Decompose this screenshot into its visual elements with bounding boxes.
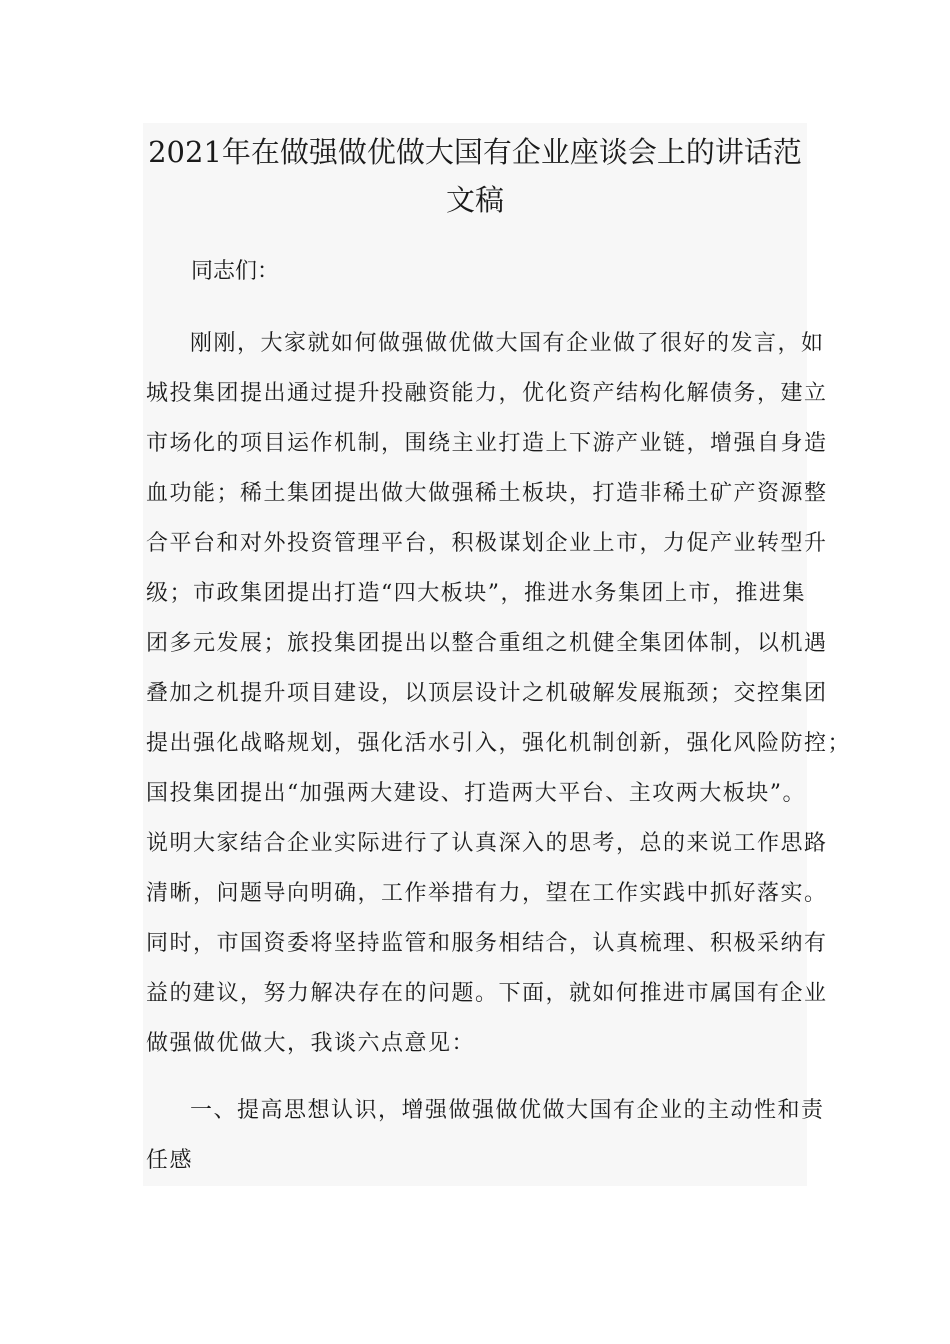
paragraph-line: 说明大家结合企业实际进行了认真深入的思考，总的来说工作思路	[146, 831, 828, 856]
title-line-1: 2021年在做强做优做大国有企业座谈会上的讲话范	[148, 135, 802, 169]
body-paragraph	[146, 324, 852, 1074]
paragraph-line: 提出强化战略规划，强化活水引入，强化机制创新，强化风险防控；	[146, 731, 852, 756]
paragraph-line: 合平台和对外投资管理平台，积极谋划企业上市，力促产业转型升	[146, 531, 828, 556]
paragraph-line: 做强做优做大，我谈六点意见：	[146, 1031, 476, 1056]
title-line-2: 文稿	[445, 183, 504, 217]
paragraph-line: 市场化的项目运作机制，围绕主业打造上下游产业链，增强自身造	[146, 431, 828, 456]
paragraph-line: 团多元发展；旅投集团提出以整合重组之机健全集团体制，以机遇	[146, 631, 828, 656]
paragraph-line: 清晰，问题导向明确，工作举措有力，望在工作实践中抓好落实。	[146, 881, 828, 906]
section-heading	[146, 1091, 825, 1191]
paragraph-line: 血功能；稀土集团提出做大做强稀土板块，打造非稀土矿产资源整	[146, 481, 828, 506]
paragraph-line: 叠加之机提升项目建设，以顶层设计之机破解发展瓶颈；交控集团	[146, 681, 828, 706]
document-title	[143, 128, 807, 224]
paragraph-line: 同时，市国资委将坚持监管和服务相结合，认真梳理、积极采纳有	[146, 931, 828, 956]
paragraph-line: 城投集团提出通过提升投融资能力，优化资产结构化解债务，建立	[146, 381, 828, 406]
paragraph-line: 级；市政集团提出打造“四大板块”，推进水务集团上市，推进集	[146, 581, 806, 606]
salutation: 同志们：	[191, 259, 280, 284]
paragraph-line: 刚刚，大家就如何做强做优做大国有企业做了很好的发言，如	[190, 331, 825, 356]
paragraph-line: 益的建议，努力解决存在的问题。下面，就如何推进市属国有企业	[146, 981, 828, 1006]
paragraph-line: 国投集团提出“加强两大建设、打造两大平台、主攻两大板块”。	[146, 781, 806, 806]
section-heading-line: 一、提高思想认识，增强做强做优做大国有企业的主动性和责	[190, 1098, 825, 1123]
section-heading-line: 任感	[146, 1148, 194, 1173]
